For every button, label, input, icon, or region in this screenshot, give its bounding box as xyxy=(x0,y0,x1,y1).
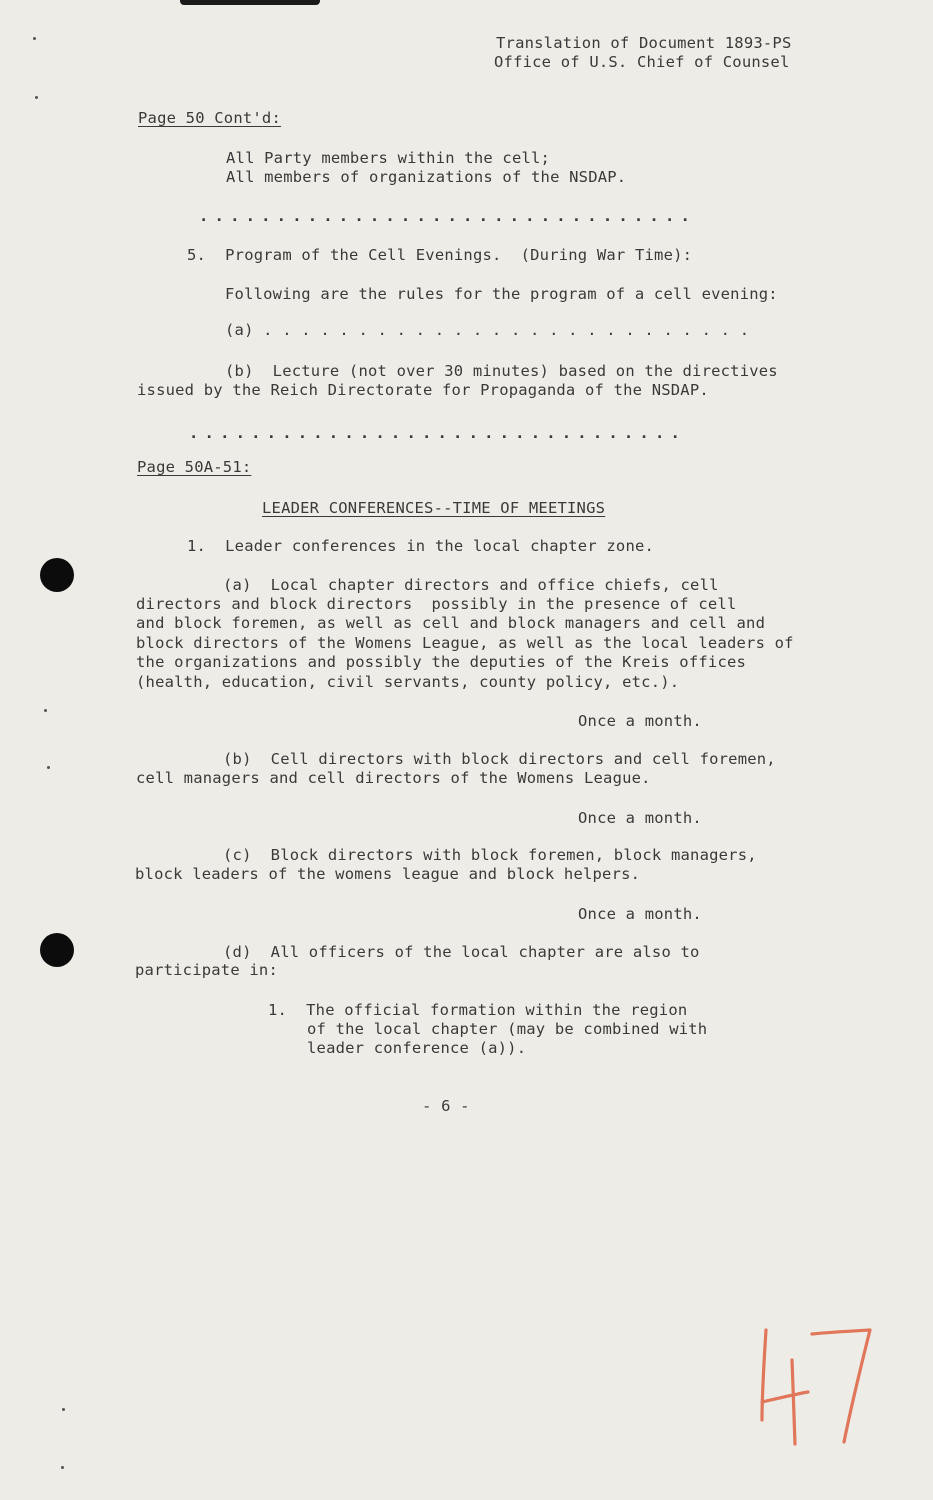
scan-speck xyxy=(61,1466,64,1469)
punch-hole xyxy=(40,933,74,967)
list-item: (a) . . . . . . . . . . . . . . . . . . . . . . . . . . xyxy=(225,321,750,339)
paragraph-line: block directors of the Womens League, as well as the local leaders of xyxy=(136,634,794,652)
paragraph-line: participate in: xyxy=(135,961,278,979)
handwritten-page-number xyxy=(752,1322,882,1452)
text-line: issued by the Reich Directorate for Propaganda of the NSDAP. xyxy=(137,381,709,399)
list-item-heading: 5. Program of the Cell Evenings. (During War Time): xyxy=(187,246,693,264)
list-item-heading: 1. Leader conferences in the local chapter zone. xyxy=(187,537,655,555)
scan-speck xyxy=(35,96,38,99)
header-line-2: Office of U.S. Chief of Counsel xyxy=(494,53,790,71)
paragraph-line: and block foremen, as well as cell and block managers and cell and xyxy=(136,614,766,632)
page-reference: Page 50 Cont'd: xyxy=(138,109,281,127)
sub-list-line: 1. The official formation within the region xyxy=(268,1001,688,1019)
sub-list-line: leader conference (a)). xyxy=(307,1039,527,1057)
paragraph-line: (b) Cell directors with block directors and cell foremen, xyxy=(223,750,776,768)
punch-hole xyxy=(40,558,74,592)
scan-speck xyxy=(62,1408,65,1411)
ellipsis-separator: ................................ xyxy=(199,207,697,225)
text-line: All members of organizations of the NSDAP. xyxy=(226,168,627,186)
paragraph-line: the organizations and possibly the deputies of the Kreis offices xyxy=(136,653,747,671)
scan-speck xyxy=(33,37,36,40)
sub-list-line: of the local chapter (may be combined with xyxy=(307,1020,708,1038)
paragraph-line: (a) Local chapter directors and office chiefs, cell xyxy=(223,576,719,594)
frequency-label: Once a month. xyxy=(578,712,702,730)
paragraph-line: (c) Block directors with block foremen, block managers, xyxy=(223,846,757,864)
text-line: (b) Lecture (not over 30 minutes) based on the directives xyxy=(225,362,778,380)
frequency-label: Once a month. xyxy=(578,809,702,827)
scan-edge-mark xyxy=(180,0,320,5)
paragraph-line: (health, education, civil servants, county policy, etc.). xyxy=(136,673,680,691)
paragraph-line: directors and block directors possibly in the presence of cell xyxy=(136,595,737,613)
paragraph-line: cell managers and cell directors of the Womens League. xyxy=(136,769,651,787)
scan-speck xyxy=(47,766,50,769)
section-heading: LEADER CONFERENCES--TIME OF MEETINGS xyxy=(262,499,606,517)
paragraph-line: (d) All officers of the local chapter are also to xyxy=(223,943,700,961)
page-reference: Page 50A-51: xyxy=(137,458,252,476)
text-line: All Party members within the cell; xyxy=(226,149,551,167)
scan-speck xyxy=(44,709,47,712)
ellipsis-separator: ................................ xyxy=(189,424,687,442)
frequency-label: Once a month. xyxy=(578,905,702,923)
header-line-1: Translation of Document 1893-PS xyxy=(496,34,792,52)
paragraph-line: block leaders of the womens league and block helpers. xyxy=(135,865,641,883)
text-line: Following are the rules for the program of a cell evening: xyxy=(225,285,778,303)
page-number: - 6 - xyxy=(422,1097,470,1115)
